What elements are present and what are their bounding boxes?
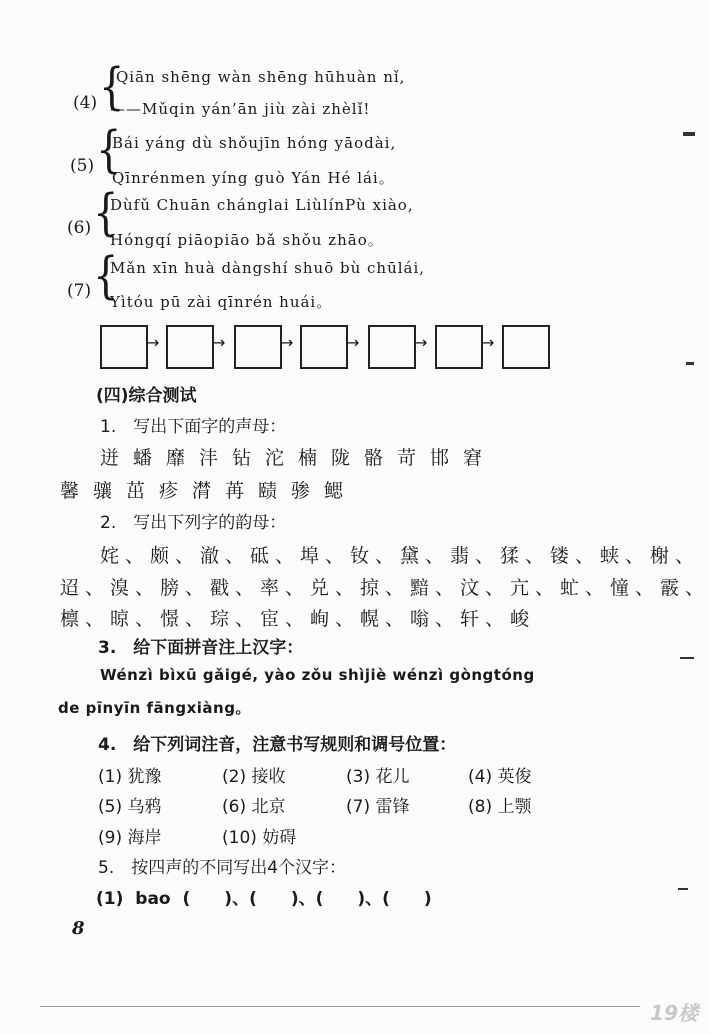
answer-box — [435, 325, 483, 369]
poem-line: Qiān shēng wàn shēng hūhuàn nǐ, — [116, 68, 406, 86]
watermark: 19楼 — [650, 1001, 698, 1025]
question-5-label: 5. 按四声的不同写出4个汉字： — [98, 858, 347, 878]
word-item: (7) 雷锋 — [346, 797, 410, 817]
answer-box — [234, 325, 282, 369]
poem-number: (5) — [70, 156, 95, 176]
scan-mark — [680, 657, 694, 659]
answer-box — [100, 325, 148, 369]
question-2-label: 2. 写出下列字的韵母： — [100, 513, 287, 533]
scan-mark — [686, 362, 694, 365]
question-2-chars-row: 迢、溴、膀、戳、率、兑、掠、黯、汶、亢、虻、憧、霰、 — [60, 577, 710, 599]
word-item: (4) 英俊 — [468, 767, 532, 787]
word-item: (9) 海岸 — [98, 828, 162, 848]
poem-line: Yìtóu pū zài qīnrén huái。 — [110, 293, 333, 311]
arrow-icon: → — [212, 333, 226, 352]
word-item: (1) 犹豫 — [98, 767, 162, 787]
poem-line: Qīnrénmen yíng guò Yán Hé lái。 — [112, 169, 395, 187]
word-item: (6) 北京 — [222, 797, 286, 817]
question-3-pinyin: de pīnyīn fāngxiàng。 — [58, 699, 251, 717]
answer-box — [300, 325, 348, 369]
question-2-chars-row: 檩、晾、憬、琮、宦、峋、幌、嗡、轩、峻 — [60, 608, 536, 630]
question-1-chars-row: 迸蟠靡沣钻沱楠陇骼苛邯窘 — [100, 447, 497, 469]
word-item: (2) 接收 — [222, 767, 286, 787]
poem-line: Mǎn xīn huà dàngshí shuō bù chūlái, — [110, 259, 426, 277]
answer-box — [368, 325, 416, 369]
poem-number: (4) — [73, 93, 98, 113]
arrow-icon: → — [280, 333, 294, 352]
question-3-pinyin: Wénzì bìxū gǎigé, yào zǒu shìjiè wénzì gòngtóng — [100, 666, 535, 684]
poem-line: Bái yáng dù shǒujīn hóng yāodài, — [112, 134, 397, 152]
question-4-label: 4. 给下列词注音，注意书写规则和调号位置： — [98, 735, 457, 755]
brace-icon: { — [99, 58, 125, 116]
section-title: (四)综合测试 — [96, 386, 197, 406]
poem-line: Dùfǔ Chuān chánglai LiùlínPù xiào, — [110, 196, 414, 214]
brace-icon: { — [96, 121, 122, 179]
question-1-chars-row: 馨骧茁疹潸苒赜骖鳃 — [60, 480, 358, 502]
question-1-label: 1. 写出下面字的声母： — [100, 417, 287, 437]
poem-line: ——Mǔqin yán’ān jiù zài zhèlǐ! — [110, 100, 371, 118]
scan-mark — [678, 888, 688, 890]
poem-number: (6) — [67, 218, 92, 238]
answer-box — [502, 325, 550, 369]
question-5-line: (1) bao ( )、( )、( )、( ) — [96, 889, 432, 909]
arrow-icon: → — [481, 333, 495, 352]
poem-number: (7) — [67, 281, 92, 301]
word-item: (10) 妨碍 — [222, 828, 297, 848]
arrow-icon: → — [346, 333, 360, 352]
question-3-label: 3. 给下面拼音注上汉字： — [98, 638, 304, 658]
answer-box — [166, 325, 214, 369]
word-item: (3) 花儿 — [346, 767, 410, 787]
poem-line: Hóngqí piāopiāo bǎ shǒu zhāo。 — [110, 231, 384, 249]
question-2-chars-row: 姹、颇、澈、砥、埠、钕、黛、翡、猱、镂、蛱、榭、 — [100, 545, 701, 567]
scan-mark — [683, 132, 695, 136]
brace-icon: { — [93, 247, 119, 305]
arrow-icon: → — [146, 333, 160, 352]
word-item: (8) 上颚 — [468, 797, 532, 817]
word-item: (5) 乌鸦 — [98, 797, 162, 817]
page-number: 8 — [72, 918, 85, 939]
scan-line — [40, 1006, 640, 1007]
brace-icon: { — [93, 184, 119, 242]
arrow-icon: → — [414, 333, 428, 352]
